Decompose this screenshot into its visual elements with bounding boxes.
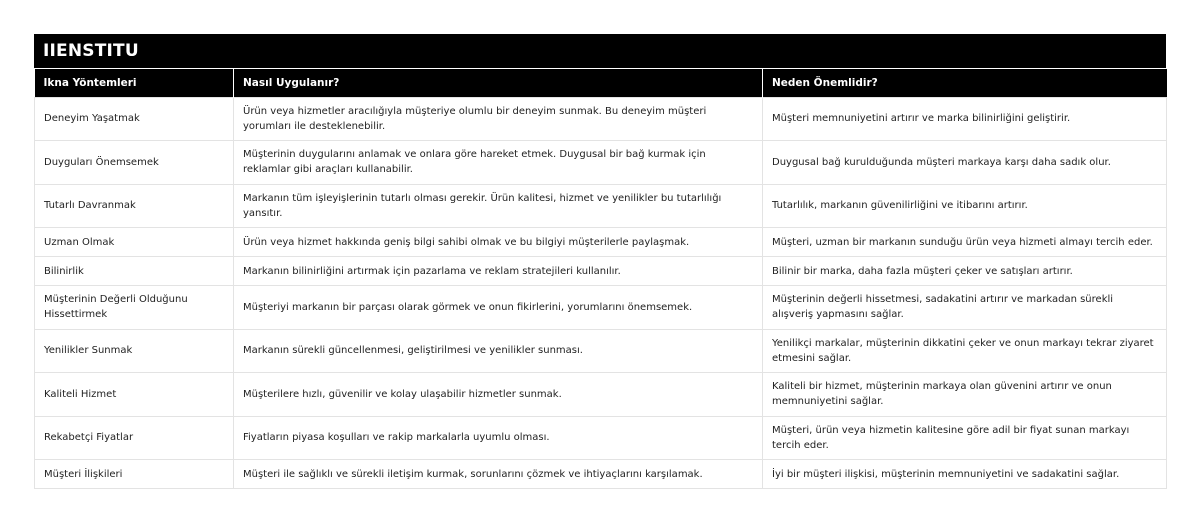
table-row <box>35 257 1167 286</box>
cell-how: Ürün veya hizmetler aracılığıyla müşteriye olumlu bir deneyim sunmak. Bu deneyim müşteri yorumları ile desteklenebilir. <box>234 97 763 141</box>
cell-why: Müşteri memnuniyetini artırır ve marka bilinirliğini geliştirir. <box>763 97 1167 141</box>
table-row <box>35 97 1167 141</box>
cell-how: Müşterilere hızlı, güvenilir ve kolay ulaşabilir hizmetler sunmak. <box>234 373 763 417</box>
cell-method: Müşteri İlişkileri <box>35 460 234 489</box>
cell-how: Müşteriyi markanın bir parçası olarak görmek ve onun fikirlerini, yorumlarını önemsemek. <box>234 286 763 330</box>
cell-why: Kaliteli bir hizmet, müşterinin markaya olan güvenini artırır ve onun memnuniyetini sağlar. <box>763 373 1167 417</box>
table-row <box>35 373 1167 417</box>
cell-how: Markanın bilinirliğini artırmak için pazarlama ve reklam stratejileri kullanılır. <box>234 257 763 286</box>
cell-how: Ürün veya hizmet hakkında geniş bilgi sahibi olmak ve bu bilgiyi müşterilerle paylaşmak. <box>234 228 763 257</box>
table-row <box>35 416 1167 460</box>
cell-method: Bilinirlik <box>35 257 234 286</box>
cell-why: Tutarlılık, markanın güvenilirliğini ve itibarını artırır. <box>763 184 1167 228</box>
persuasion-methods-table <box>34 69 1167 489</box>
cell-method: Tutarlı Davranmak <box>35 184 234 228</box>
cell-method: Kaliteli Hizmet <box>35 373 234 417</box>
table-container <box>34 34 1166 489</box>
cell-method: Duyguları Önemsemek <box>35 141 234 185</box>
cell-why: Müşteri, ürün veya hizmetin kalitesine göre adil bir fiyat sunan markayı tercih eder. <box>763 416 1167 460</box>
cell-method: Müşterinin Değerli Olduğunu Hissettirmek <box>35 286 234 330</box>
cell-why: Duygusal bağ kurulduğunda müşteri markaya karşı daha sadık olur. <box>763 141 1167 185</box>
table-header-row <box>35 69 1167 97</box>
table-row <box>35 184 1167 228</box>
cell-how: Fiyatların piyasa koşulları ve rakip markalarla uyumlu olması. <box>234 416 763 460</box>
cell-why: Bilinir bir marka, daha fazla müşteri çeker ve satışları artırır. <box>763 257 1167 286</box>
column-header-why: Neden Önemlidir? <box>763 69 1167 97</box>
brand-title: IIENSTITU <box>34 34 1166 69</box>
cell-method: Deneyim Yaşatmak <box>35 97 234 141</box>
cell-method: Yenilikler Sunmak <box>35 329 234 373</box>
cell-how: Müşterinin duygularını anlamak ve onlara göre hareket etmek. Duygusal bir bağ kurmak için reklamlar gibi araçları kullanabilir. <box>234 141 763 185</box>
cell-why: Yenilikçi markalar, müşterinin dikkatini çeker ve onun markayı tekrar ziyaret etmesini sağlar. <box>763 329 1167 373</box>
cell-how: Markanın tüm işleyişlerinin tutarlı olması gerekir. Ürün kalitesi, hizmet ve yenilikler bu tutarlılığı yansıtır. <box>234 184 763 228</box>
table-row <box>35 329 1167 373</box>
cell-why: Müşterinin değerli hissetmesi, sadakatini artırır ve markadan sürekli alışveriş yapmasını sağlar. <box>763 286 1167 330</box>
cell-method: Rekabetçi Fiyatlar <box>35 416 234 460</box>
table-row <box>35 228 1167 257</box>
cell-how: Markanın sürekli güncellenmesi, geliştirilmesi ve yenilikler sunması. <box>234 329 763 373</box>
cell-why: Müşteri, uzman bir markanın sunduğu ürün veya hizmeti almayı tercih eder. <box>763 228 1167 257</box>
cell-method: Uzman Olmak <box>35 228 234 257</box>
column-header-how: Nasıl Uygulanır? <box>234 69 763 97</box>
cell-why: İyi bir müşteri ilişkisi, müşterinin memnuniyetini ve sadakatini sağlar. <box>763 460 1167 489</box>
column-header-method: Ikna Yöntemleri <box>35 69 234 97</box>
table-row <box>35 286 1167 330</box>
table-row <box>35 460 1167 489</box>
table-row <box>35 141 1167 185</box>
cell-how: Müşteri ile sağlıklı ve sürekli iletişim kurmak, sorunlarını çözmek ve ihtiyaçlarını karşılamak. <box>234 460 763 489</box>
